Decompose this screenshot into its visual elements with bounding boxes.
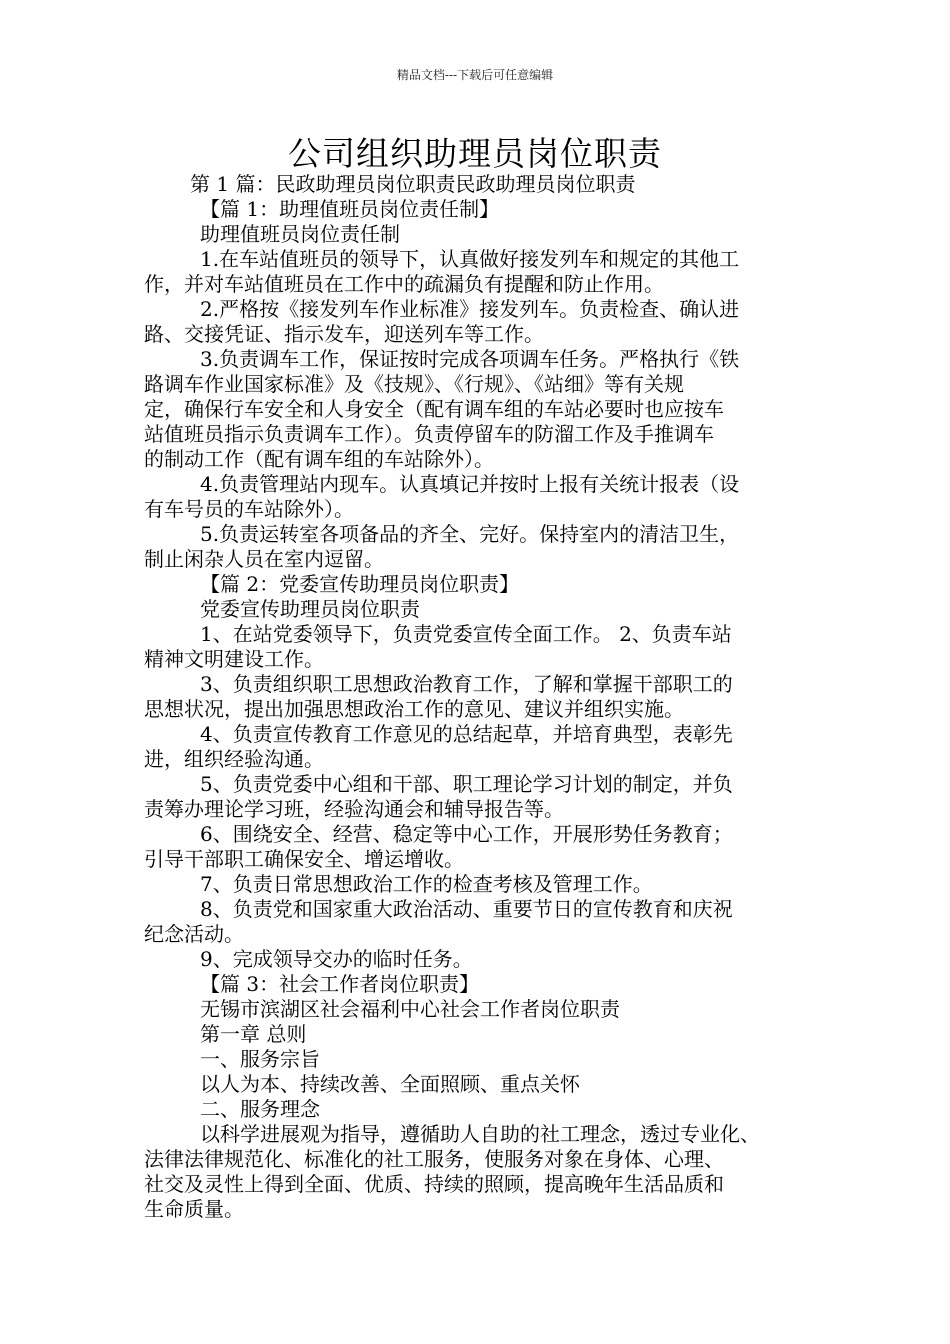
text-line: 法律法律规范化、标准化的社工服务，使服务对象在身体、心理、 [144, 1147, 724, 1171]
text-line: 9、完成领导交办的临时任务。 [200, 947, 473, 971]
text-line: 以科学进展观为指导，遵循助人自助的社工理念，透过专业化、 [200, 1122, 760, 1146]
text-line: 1.在车站值班员的领导下，认真做好接发列车和规定的其他工 [200, 247, 740, 271]
text-line: 生命质量。 [144, 1197, 244, 1221]
text-line: 制止闲杂人员在室内逗留。 [144, 547, 384, 571]
text-line: 8、负责党和国家重大政治活动、重要节日的宣传教育和庆祝 [200, 897, 733, 921]
text-line: 第 1 篇：民政助理员岗位职责民政助理员岗位职责 [190, 172, 636, 196]
text-line: 2.严格按《接发列车作业标准》接发列车。负责检查、确认进 [200, 297, 740, 321]
text-line: 进，组织经验沟通。 [144, 747, 324, 771]
text-line: 助理值班员岗位责任制 [200, 222, 400, 246]
text-line: 党委宣传助理员岗位职责 [200, 597, 420, 621]
text-line: 路、交接凭证、指示发车，迎送列车等工作。 [144, 322, 544, 346]
text-line: 5.负责运转室各项备品的齐全、完好。保持室内的清洁卫生， [200, 522, 740, 546]
text-line: 6、围绕安全、经营、稳定等中心工作，开展形势任务教育； [200, 822, 733, 846]
text-line: 5、负责党委中心组和干部、职工理论学习计划的制定，并负 [200, 772, 733, 796]
text-line: 以人为本、持续改善、全面照顾、重点关怀 [200, 1072, 580, 1096]
text-line: 【篇 2：党委宣传助理员岗位职责】 [200, 572, 520, 596]
text-line: 纪念活动。 [144, 922, 244, 946]
text-line: 有车号员的车站除外）。 [144, 497, 354, 521]
text-line: 【篇 3：社会工作者岗位职责】 [200, 972, 480, 996]
text-line: 责筹办理论学习班，经验沟通会和辅导报告等。 [144, 797, 564, 821]
text-line: 精神文明建设工作。 [144, 647, 324, 671]
text-line: 7、负责日常思想政治工作的检查考核及管理工作。 [200, 872, 653, 896]
text-line: 1、在站党委领导下，负责党委宣传全面工作。 2、负责车站 [200, 622, 732, 646]
text-line: 无锡市滨湖区社会福利中心社会工作者岗位职责 [200, 997, 620, 1021]
document-body [144, 172, 824, 1222]
document-title: 公司组织助理员岗位职责 [288, 134, 662, 173]
text-line: 的制动工作（配有调车组的车站除外）。 [144, 447, 494, 471]
text-line: 定，确保行车安全和人身安全（配有调车组的车站必要时也应按车 [144, 397, 724, 421]
text-line: 路调车作业国家标准》及《技规》、《行规》、《站细》等有关规 [144, 372, 684, 396]
text-line: 二、服务理念 [200, 1097, 320, 1121]
text-line: 引导干部职工确保安全、增运增收。 [144, 847, 464, 871]
text-line: 思想状况，提出加强思想政治工作的意见、建议并组织实施。 [144, 697, 684, 721]
text-line: 社交及灵性上得到全面、优质、持续的照顾，提高晚年生活品质和 [144, 1172, 724, 1196]
text-line: 3.负责调车工作，保证按时完成各项调车任务。严格执行《铁 [200, 347, 740, 371]
text-line: 3、负责组织职工思想政治教育工作，了解和掌握干部职工的 [200, 672, 733, 696]
text-line: 站值班员指示负责调车工作）。负责停留车的防溜工作及手推调车 [144, 422, 714, 446]
text-line: 4、负责宣传教育工作意见的总结起草，并培育典型，表彰先 [200, 722, 733, 746]
text-line: 第一章 总则 [200, 1022, 307, 1046]
text-line: 【篇 1：助理值班员岗位责任制】 [200, 197, 500, 221]
text-line: 一、服务宗旨 [200, 1047, 320, 1071]
page-header: 精品文档---下载后可任意编辑 [396, 68, 554, 82]
text-line: 作，并对车站值班员在工作中的疏漏负有提醒和防止作用。 [144, 272, 664, 296]
text-line: 4.负责管理站内现车。认真填记并按时上报有关统计报表（设 [200, 472, 740, 496]
